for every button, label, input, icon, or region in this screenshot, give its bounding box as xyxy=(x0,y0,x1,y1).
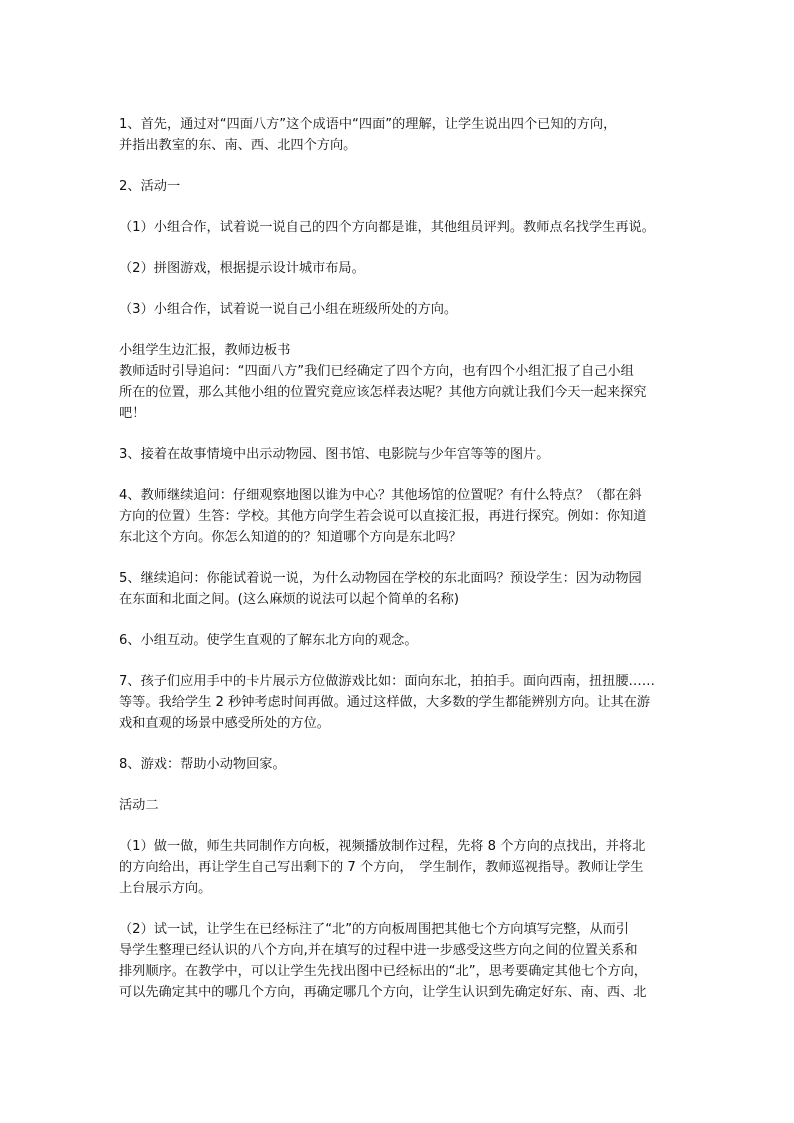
text-line: 等等。我给学生 2 秒钟考虑时间再做。通过这样做，大多数的学生都能辨别方向。让其在游 xyxy=(119,695,651,710)
text-line: 8、游戏：帮助小动物回家。 xyxy=(119,757,286,772)
paragraph xyxy=(119,299,681,320)
text-line: 并指出教室的东、南、西、北四个方向。 xyxy=(119,138,357,153)
document-body xyxy=(119,114,681,1023)
text-line: 可以先确定其中的哪几个方向，再确定哪几个方向，让学生认识到先确定好东、南、西、北 xyxy=(119,985,647,1000)
text-line: 教师适时引导追问：“四面八方”我们已经确定了四个方向，也有四个小组汇报了自己小组 xyxy=(119,364,634,379)
text-line: 3、接着在故事情境中出示动物园、图书馆、电影院与少年宫等等的图片。 xyxy=(119,447,550,462)
paragraph xyxy=(119,361,681,424)
paragraph xyxy=(119,258,681,279)
text-line: 上台展示方向。 xyxy=(119,881,212,896)
text-line: 4、教师继续追问：仔细观察地图以谁为中心？其他场馆的位置呢？有什么特点？（都在斜 xyxy=(119,488,642,503)
paragraph xyxy=(119,568,681,610)
text-line: （2）拼图游戏，根据提示设计城市布局。 xyxy=(119,261,365,276)
text-line: 方向的位置）生答：学校。其他方向学生若会说可以直接汇报，再进行探究。例如：你知道 xyxy=(119,509,647,524)
text-line: 所在的位置，那么其他小组的位置究竟应该怎样表达呢？其他方向就让我们今天一起来探究 xyxy=(119,385,647,400)
text-line: 2、活动一 xyxy=(119,179,181,194)
text-line: 戏和直观的场景中感受所处的方位。 xyxy=(119,716,330,731)
text-line: （1）做一做，师生共同制作方向板，视频播放制作过程，先将 8 个方向的点找出，并将北 xyxy=(119,839,646,854)
paragraph xyxy=(119,671,681,734)
paragraph xyxy=(119,630,681,651)
text-line: 7、孩子们应用手中的卡片展示方位做游戏比如：面向东北，拍拍手。面向西南，扭扭腰…… xyxy=(119,674,655,689)
text-line: 5、继续追问：你能试着说一说，为什么动物园在学校的东北面吗？预设学生：因为动物园 xyxy=(119,571,642,586)
paragraph xyxy=(119,176,681,197)
paragraph xyxy=(119,340,681,361)
paragraph xyxy=(119,217,681,238)
text-line: 1、首先，通过对“四面八方”这个成语中“四面”的理解，让学生说出四个已知的方向， xyxy=(119,117,617,132)
text-line: 活动二 xyxy=(119,798,159,813)
text-line: 的方向给出，再让学生自己写出剩下的 7 个方向， 学生制作，教师巡视指导。教师让学生 xyxy=(119,860,644,875)
text-line: 吧！ xyxy=(119,406,146,421)
text-line: 6、小组互动。使学生直观的了解东北方向的观念。 xyxy=(119,633,418,648)
paragraph xyxy=(119,754,681,775)
text-line: 排列顺序。在教学中，可以让学生先找出图中已经标出的“北”，思考要确定其他七个方向， xyxy=(119,964,647,979)
text-line: 东北这个方向。你怎么知道的的？知道哪个方向是东北吗？ xyxy=(119,530,462,545)
paragraph xyxy=(119,485,681,548)
paragraph xyxy=(119,795,681,816)
paragraph xyxy=(119,919,681,1003)
text-line: 小组学生边汇报，教师边板书 xyxy=(119,343,291,358)
paragraph xyxy=(119,444,681,465)
paragraph xyxy=(119,114,681,156)
text-line: （2）试一试，让学生在已经标注了“北”的方向板周围把其他七个方向填写完整，从而引 xyxy=(119,922,629,937)
text-line: 导学生整理已经认识的八个方向,并在填写的过程中进一步感受这些方向之间的位置关系和 xyxy=(119,943,638,958)
text-line: （1）小组合作，试着说一说自己的四个方向都是谁，其他组员评判。教师点名找学生再说。 xyxy=(119,220,655,235)
paragraph xyxy=(119,836,681,899)
text-line: 在东面和北面之间。(这么麻烦的说法可以起个简单的名称) xyxy=(119,592,459,607)
text-line: （3）小组合作，试着说一说自己小组在班级所处的方向。 xyxy=(119,302,458,317)
